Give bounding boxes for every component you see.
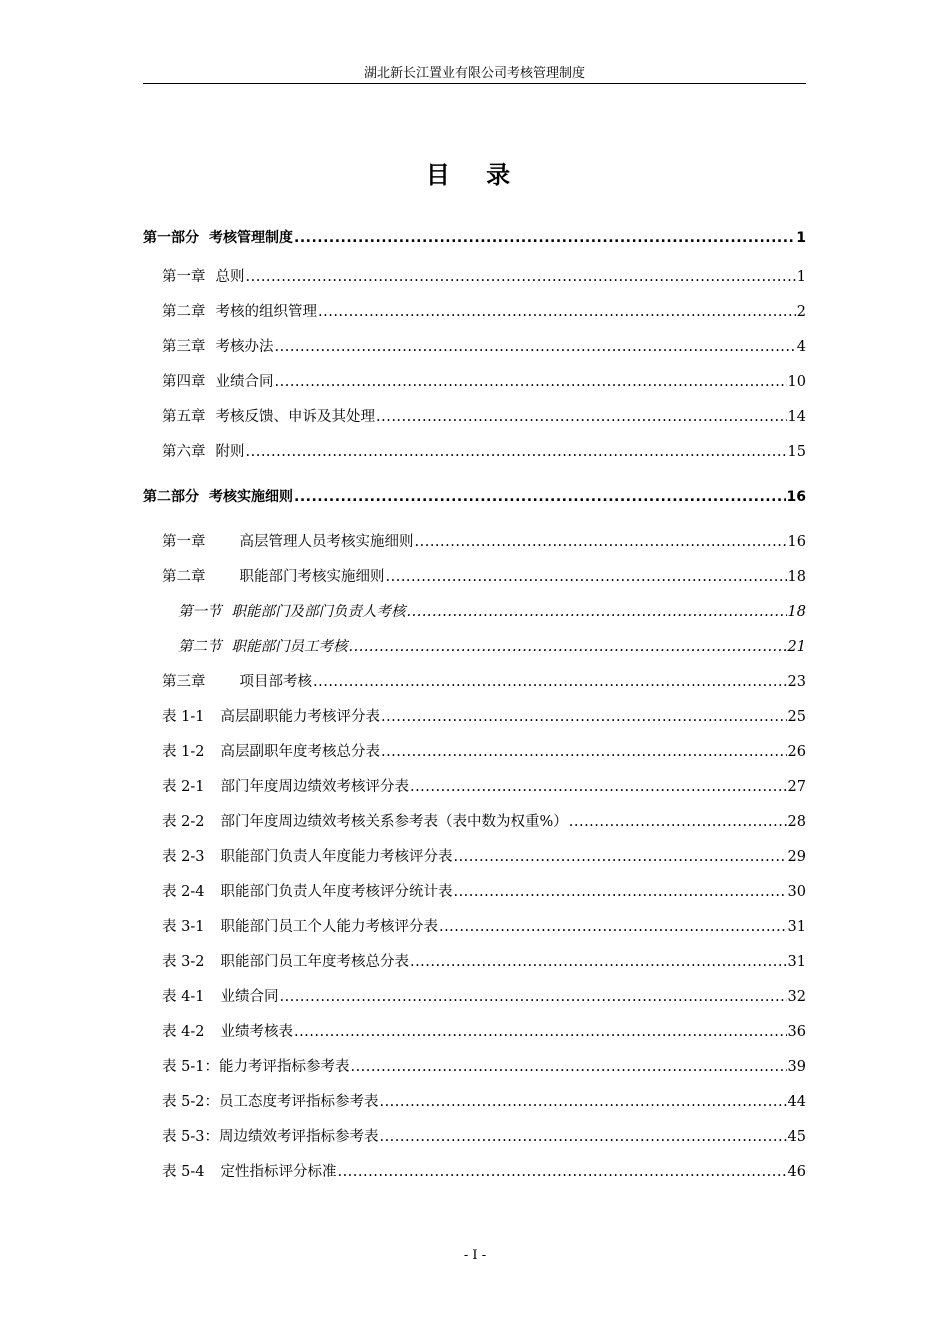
toc-page-number: 15 [787, 444, 806, 460]
toc-entry-label: 第一部分 考核管理制度 [143, 230, 293, 246]
toc-entry-label: 表 1-1 高层副职能力考核评分表 [162, 709, 380, 725]
toc-leader-dots [337, 1162, 786, 1182]
toc-entry-table[interactable] [162, 987, 806, 1007]
toc-entry-label: 表 5-2：员工态度考评指标参考表 [162, 1094, 379, 1110]
toc-entry-label: 表 4-2 业绩考核表 [162, 1024, 293, 1040]
toc-entry-label: 第一节 职能部门及部门负责人考核 [178, 604, 406, 620]
toc-entry-chapter[interactable] [162, 302, 806, 322]
toc-entry-label: 表 2-3 职能部门负责人年度能力考核评分表 [162, 849, 453, 865]
toc-leader-dots [350, 1057, 786, 1077]
toc-leader-dots [349, 637, 787, 657]
toc-entry-table[interactable] [162, 1162, 806, 1182]
toc-entry-label: 表 5-4 定性指标评分标准 [162, 1164, 337, 1180]
toc-entry-section[interactable] [178, 602, 806, 622]
toc-page-number: 46 [787, 1164, 806, 1180]
toc-entry-part[interactable] [143, 228, 806, 248]
toc-page-number: 28 [787, 814, 806, 830]
toc-leader-dots [407, 602, 787, 622]
toc-entry-table[interactable] [162, 1127, 806, 1147]
toc-leader-dots [381, 707, 787, 727]
toc-page-number: 27 [787, 779, 806, 795]
toc-leader-dots [246, 442, 787, 462]
toc-title: 目 录 [425, 161, 525, 189]
toc-leader-dots [294, 1022, 787, 1042]
toc-page-number: 2 [796, 304, 806, 320]
toc-entry-chapter[interactable] [162, 372, 806, 392]
toc-page-number: 16 [786, 489, 806, 505]
toc-entry-chapter[interactable] [162, 442, 806, 462]
toc-entry-chapter[interactable] [162, 672, 806, 692]
page-footer-number: - I - [463, 1248, 487, 1263]
toc-page-number: 14 [787, 409, 806, 425]
toc-entry-label: 第一章 总则 [162, 269, 245, 285]
toc-entry-label: 表 4-1 业绩合同 [162, 989, 279, 1005]
toc-entry-label: 第二章 考核的组织管理 [162, 304, 317, 320]
toc-leader-dots [386, 567, 787, 587]
toc-entry-label: 第二部分 考核实施细则 [143, 489, 293, 505]
toc-page-number: 31 [787, 919, 806, 935]
toc-entry-table[interactable] [162, 882, 806, 902]
toc-page-number: 1 [796, 269, 806, 285]
toc-entry-table[interactable] [162, 707, 806, 727]
toc-leader-dots [410, 777, 787, 797]
toc-page-number: 1 [796, 230, 806, 246]
toc-leader-dots [275, 337, 796, 357]
toc-entry-label: 第二节 职能部门员工考核 [178, 639, 348, 655]
header-rule [143, 83, 806, 84]
toc-leader-dots [275, 372, 787, 392]
toc-entry-label: 表 5-1：能力考评指标参考表 [162, 1059, 350, 1075]
toc-leader-dots [453, 882, 786, 902]
toc-page-number: 36 [787, 1024, 806, 1040]
toc-leader-dots [453, 847, 786, 867]
toc-page-number: 39 [787, 1059, 806, 1075]
toc-entry-label: 第四章 业绩合同 [162, 374, 274, 390]
toc-entry-label: 第三章 项目部考核 [162, 674, 312, 690]
toc-entry-chapter[interactable] [162, 567, 806, 587]
toc-entry-chapter[interactable] [162, 267, 806, 287]
toc-entry-label: 第一章 高层管理人员考核实施细则 [162, 534, 414, 550]
toc-entry-label: 表 2-4 职能部门负责人年度考核评分统计表 [162, 884, 453, 900]
toc-leader-dots [379, 1092, 786, 1112]
toc-page-number: 16 [787, 534, 806, 550]
toc-page-number: 30 [787, 884, 806, 900]
toc-entry-table[interactable] [162, 777, 806, 797]
toc-entry-table[interactable] [162, 1057, 806, 1077]
toc-page-number: 25 [787, 709, 806, 725]
toc-entry-table[interactable] [162, 952, 806, 972]
toc-entry-section[interactable] [178, 637, 806, 657]
toc-entry-table[interactable] [162, 1022, 806, 1042]
toc-page-number: 31 [787, 954, 806, 970]
toc-entry-chapter[interactable] [162, 407, 806, 427]
toc-page-number: 29 [787, 849, 806, 865]
toc-page-number: 10 [787, 374, 806, 390]
toc-entry-label: 第五章 考核反馈、申诉及其处理 [162, 409, 375, 425]
toc-entry-table[interactable] [162, 917, 806, 937]
running-header: 湖北新长江置业有限公司考核管理制度 [363, 66, 585, 81]
toc-page-number: 18 [787, 569, 806, 585]
toc-entry-label: 表 2-1 部门年度周边绩效考核评分表 [162, 779, 409, 795]
toc-page-number: 26 [787, 744, 806, 760]
toc-entry-label: 表 2-2 部门年度周边绩效考核关系参考表（表中数为权重%） [162, 814, 568, 830]
toc-leader-dots [381, 742, 787, 762]
toc-page-number: 4 [796, 339, 806, 355]
toc-leader-dots [569, 812, 787, 832]
toc-leader-dots [439, 917, 787, 937]
toc-leader-dots [415, 532, 787, 552]
toc-leader-dots [294, 487, 786, 507]
toc-entry-chapter[interactable] [162, 337, 806, 357]
toc-entry-part[interactable] [143, 487, 806, 507]
toc-entry-label: 表 3-1 职能部门员工个人能力考核评分表 [162, 919, 438, 935]
toc-entry-table[interactable] [162, 812, 806, 832]
toc-entry-label: 第三章 考核办法 [162, 339, 274, 355]
toc-leader-dots [410, 952, 787, 972]
toc-page-number: 18 [787, 604, 806, 620]
toc-entry-label: 表 5-3：周边绩效考评指标参考表 [162, 1129, 379, 1145]
toc-entry-table[interactable] [162, 847, 806, 867]
toc-leader-dots [313, 672, 787, 692]
toc-page-number: 23 [787, 674, 806, 690]
toc-leader-dots [246, 267, 796, 287]
toc-entry-label: 第二章 职能部门考核实施细则 [162, 569, 385, 585]
toc-leader-dots [379, 1127, 786, 1147]
toc-leader-dots [279, 987, 786, 1007]
toc-page-number: 32 [787, 989, 806, 1005]
toc-leader-dots [376, 407, 787, 427]
toc-leader-dots [294, 228, 795, 248]
toc-entry-label: 表 1-2 高层副职年度考核总分表 [162, 744, 380, 760]
toc-page-number: 44 [787, 1094, 806, 1110]
toc-entry-label: 第六章 附则 [162, 444, 245, 460]
toc-page-number: 45 [787, 1129, 806, 1145]
toc-entry-table[interactable] [162, 742, 806, 762]
toc-leader-dots [318, 302, 796, 322]
toc-entry-chapter[interactable] [162, 532, 806, 552]
toc-page-number: 21 [787, 639, 806, 655]
toc-entry-label: 表 3-2 职能部门员工年度考核总分表 [162, 954, 409, 970]
toc-entry-table[interactable] [162, 1092, 806, 1112]
